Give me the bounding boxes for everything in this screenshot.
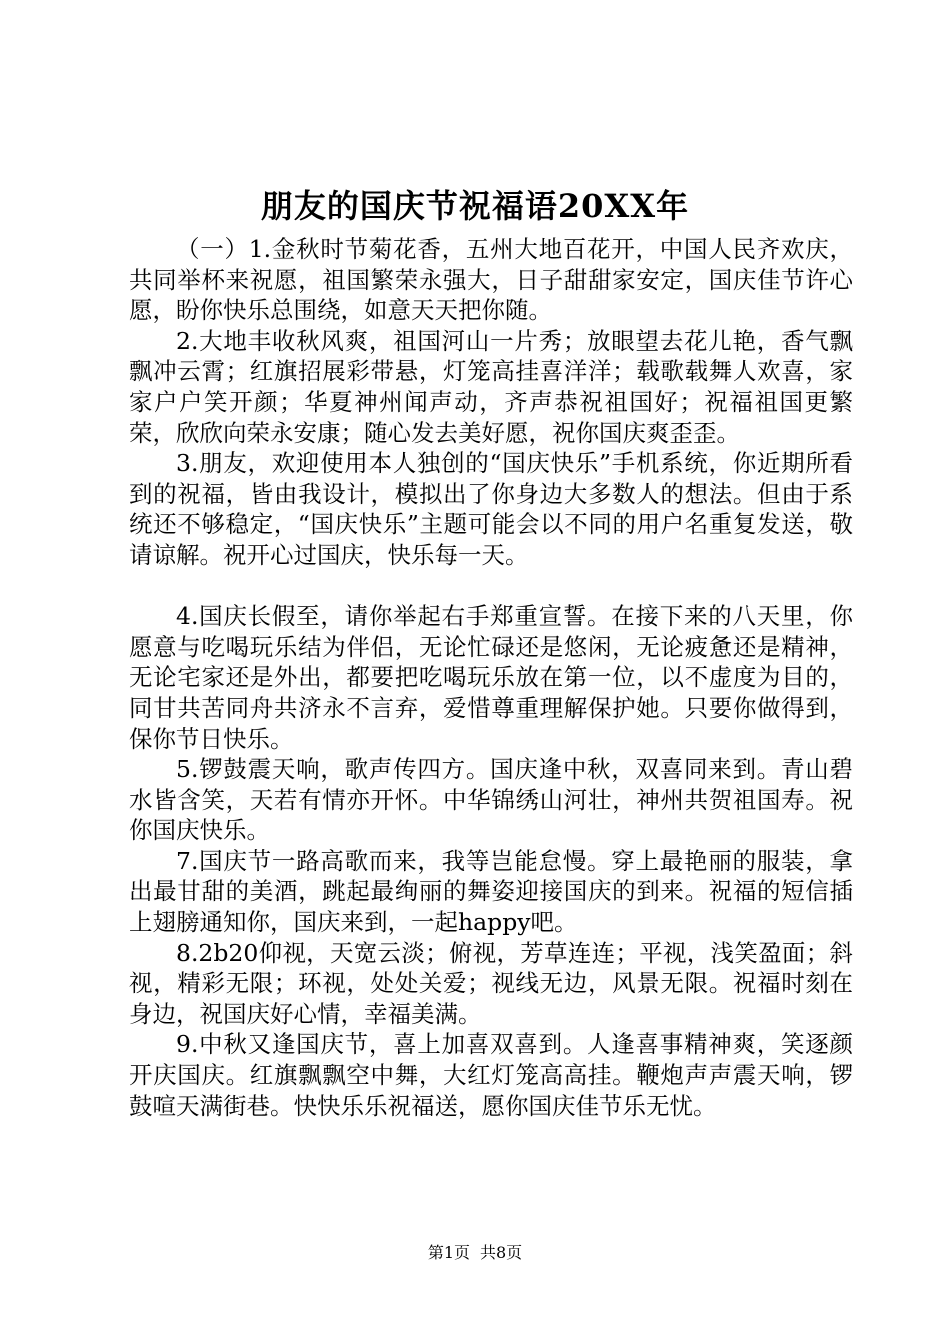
paragraph-7: 7.国庆节一路高歌而来，我等岂能怠慢。穿上最艳丽的服装，拿出最甘甜的美酒，跳起最绚丽的舞姿迎接国庆的到来。祝福的短信插上翅膀通知你，国庆来到，一起happy吧。 [129,846,853,937]
paragraph-4: 4.国庆长假至，请你举起右手郑重宣誓。在接下来的八天里，你愿意与吃喝玩乐结为伴侣，无论忙碌还是悠闲，无论疲惫还是精神，无论宅家还是外出，都要把吃喝玩乐放在第一位，以不虚度为目的，同甘共苦同舟共济永不言弃，爱惜尊重理解保护她。只要你做得到，保你节日快乐。 [129,602,853,753]
paragraph-1: （一）1.金秋时节菊花香，五州大地百花开，中国人民齐欢庆，共同举杯来祝愿，祖国繁荣永强大，日子甜甜家安定，国庆佳节许心愿，盼你快乐总围绕，如意天天把你随。 [129,235,853,325]
paragraph-8: 8.2b20仰视，天宽云淡；俯视，芳草连连；平视，浅笑盈面；斜视，精彩无限；环视，处处关爱；视线无边，风景无限。祝福时刻在身边，祝国庆好心情，幸福美满。 [129,938,853,1028]
paragraph-2: 2.大地丰收秋风爽，祖国河山一片秀；放眼望去花儿艳，香气飘飘冲云霄；红旗招展彩带悬，灯笼高挂喜洋洋；载歌载舞人欢喜，家家户户笑开颜；华夏神州闻声动，齐声恭祝祖国好；祝福祖国更繁荣，欣欣向荣永安康；随心发去美好愿，祝你国庆爽歪歪。 [129,326,853,447]
page-footer [0,1243,950,1263]
page-number-total: 共8页 [480,1243,523,1262]
page-number-current: 第1页 [427,1243,470,1262]
document-title: 朋友的国庆节祝福语20XX年 [260,187,690,225]
document-body [129,234,853,1121]
paragraph-3: 3.朋友，欢迎使用本人独创的“国庆快乐”手机系统，你近期所看到的祝福，皆由我设计，模拟出了你身边大多数人的想法。但由于系统还不够稳定，“国庆快乐”主题可能会以不同的用户名重复发送，敬请谅解。祝开心过国庆，快乐每一天。 [129,449,853,569]
paragraph-9: 9.中秋又逢国庆节，喜上加喜双喜到。人逢喜事精神爽，笑逐颜开庆国庆。红旗飘飘空中舞，大红灯笼高高挂。鞭炮声声震天响，锣鼓喧天满街巷。快快乐乐祝福送，愿你国庆佳节乐无忧。 [129,1030,853,1120]
paragraph-5: 5.锣鼓震天响，歌声传四方。国庆逢中秋，双喜同来到。青山碧水皆含笑，天若有情亦开怀。中华锦绣山河壮，神州共贺祖国寿。祝你国庆快乐。 [129,755,853,845]
